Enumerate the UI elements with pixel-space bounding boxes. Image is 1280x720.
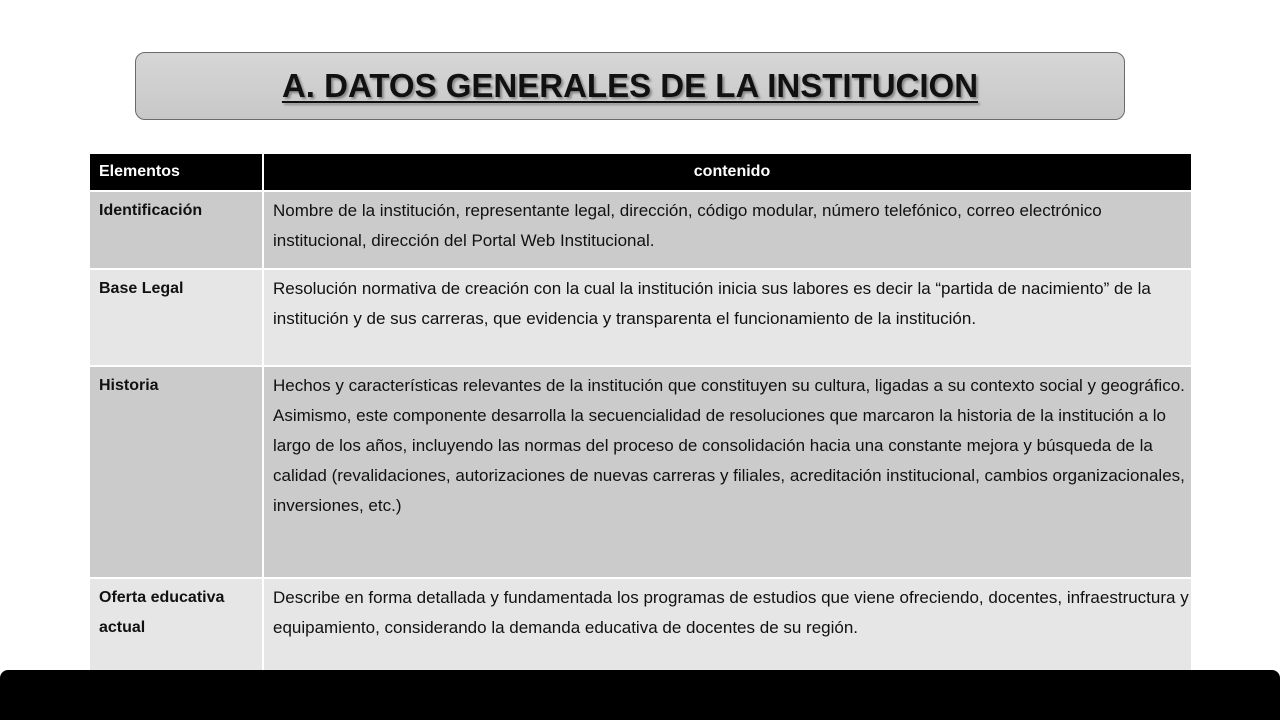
content-table [90,154,1191,674]
bottom-bar [0,670,1280,720]
title-banner [135,52,1125,120]
row-element-label: Oferta educativa actual [90,578,263,674]
column-header-contenido: contenido [263,154,1191,191]
table-header-row [90,154,1191,191]
row-element-label: Identificación [90,191,263,269]
row-content-text: Nombre de la institución, representante legal, dirección, código modular, número telefónico, correo electrónico institucional, dirección del Portal Web Institucional. [263,191,1191,269]
row-element-label: Historia [90,366,263,578]
column-header-elementos: Elementos [90,154,263,191]
row-element-label: Base Legal [90,269,263,366]
table-row [90,366,1191,578]
row-content-text: Hechos y características relevantes de la institución que constituyen su cultura, ligadas a su contexto social y geográfico. Asimismo, este componente desarrolla la secuencialidad de resoluciones que marcaron la historia de la institución a lo largo de los años, incluyendo las normas del proceso de consolidación hacia una constante mejora y búsqueda de la calidad (revalidaciones, autorizaciones de nuevas carreras y filiales, acreditación institucional, cambios organizacionales, inversiones, etc.) [263,366,1191,578]
table-row [90,269,1191,366]
table-row [90,191,1191,269]
table-row [90,578,1191,674]
row-content-text: Describe en forma detallada y fundamentada los programas de estudios que viene ofreciendo, docentes, infraestructura y equipamiento, considerando la demanda educativa de docentes de su región. [263,578,1191,674]
row-content-text: Resolución normativa de creación con la cual la institución inicia sus labores es decir la “partida de nacimiento” de la institución y de sus carreras, que evidencia y transparenta el funcionamiento de la institución. [263,269,1191,366]
page-title: A. DATOS GENERALES DE LA INSTITUCION [281,67,979,104]
